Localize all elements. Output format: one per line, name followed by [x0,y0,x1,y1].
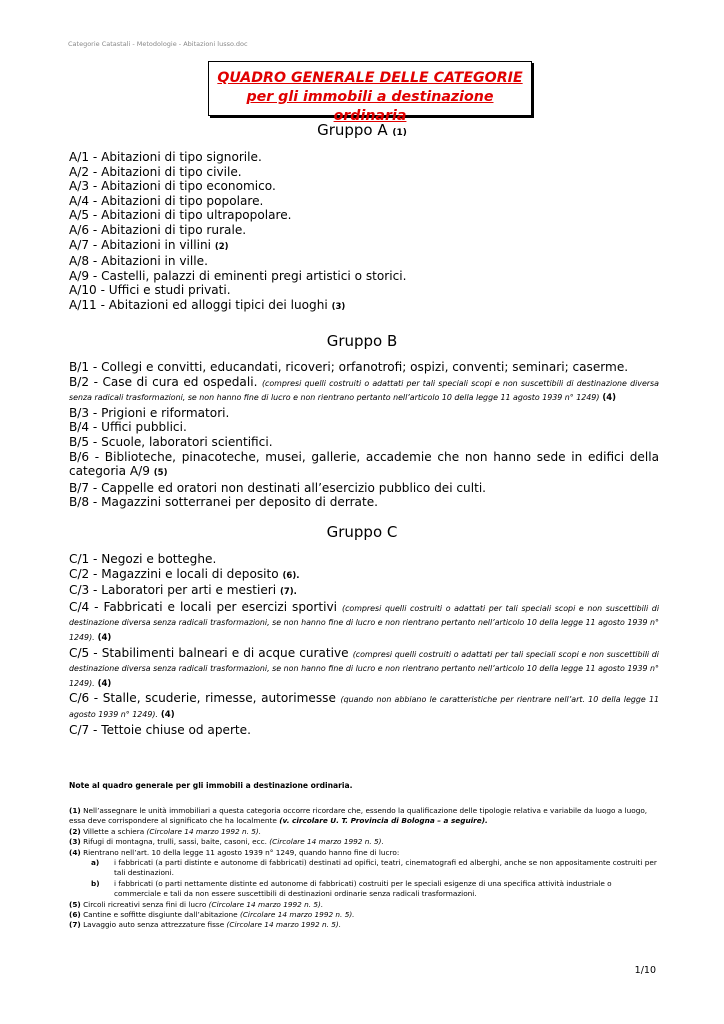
notes-section [69,806,659,931]
item-text: A/2 - Abitazioni di tipo civile. [69,164,242,179]
group-a-ref: (1) [392,128,407,138]
note-number: (2) [69,826,81,836]
item-text: C/1 - Negozi e botteghe. [69,552,217,566]
notes-title: Note al quadro generale per gli immobili a destinazione ordinaria. [69,781,353,790]
list-item [69,646,659,692]
list-item [69,691,659,722]
group-a-list [69,150,659,315]
note-ref: (4) [157,709,175,720]
list-item [69,254,659,269]
title-line-1: QUADRO GENERALE DELLE CATEGORIE [217,70,523,86]
list-item [69,583,659,600]
file-header: Categorie Catastali - Metodologie - Abitazioni lusso.doc [68,40,248,48]
list-item [69,165,659,180]
note-3 [69,837,659,847]
item-text: A/1 - Abitazioni di tipo signorile. [69,150,262,164]
list-item [69,179,659,194]
group-c-list [69,552,659,737]
list-item [69,194,659,209]
note-ref: (3) [331,301,346,312]
note-text: Cantine e soffitte disgiunte dall’abitazione [80,910,240,920]
group-b-title [0,332,724,350]
item-text: B/4 - Uffici pubblici. [69,420,187,435]
item-text: A/4 - Abitazioni di tipo popolare. [69,193,264,208]
note-ref: (5) [153,468,168,479]
note-number: (1) [69,806,81,815]
title-line-2: per gli immobili a destinazione ordinaria [246,89,494,124]
group-c-title [0,523,724,541]
note-text: i fabbricati (a parti distinte e autonome di fabbricati) destinati ad opifici, teatri, cinematografi ed alberghi, anche se non appositamente costruiti per tali destinazioni. [114,858,657,878]
item-note: (compresi quelli costruiti o adattati per tali speciali scopi e non suscettibili di destinazione diversa senza radicali trasformazioni, se non hanno fine di lucro e non rientrano pertanto nell’articolo 10 della legge 11 agosto 1939 n° 1249). [69,603,660,642]
item-text: C/4 - Fabbricati e locali per esercizi sportivi [69,599,342,614]
note-citation: (Circolare 14 marzo 1992 n. 5). [146,826,262,836]
note-1 [69,806,659,827]
note-citation: (Circolare 14 marzo 1992 n. 5). [226,920,342,930]
note-number: (7) [69,920,81,930]
item-text: A/6 - Abitazioni di tipo rurale. [69,222,247,237]
note-citation: (Circolare 14 marzo 1992 n. 5). [269,837,384,847]
list-item [69,435,659,450]
list-item [69,269,659,284]
note-ref: (4) [94,632,112,643]
item-note: (quando non abbiano le caratteristiche per rientrare nell’art. 10 della legge 11 agosto 1939 n° 1249). [69,695,659,719]
list-item [69,283,659,298]
note-ref: (4) [599,393,617,404]
item-text: A/3 - Abitazioni di tipo economico. [69,179,276,194]
list-item [69,450,659,481]
list-item [69,150,659,165]
note-number: (3) [69,837,81,847]
list-item [69,600,659,646]
note-number: (6) [69,910,81,920]
item-text: A/8 - Abitazioni in ville. [69,254,208,269]
item-text: B/7 - Cappelle ed oratori non destinati all’esercizio pubblico dei culti. [69,480,487,495]
list-item [69,375,659,406]
item-text: B/6 - Biblioteche, pinacoteche, musei, gallerie, accademie che non hanno sede in edifici della categoria A/9 [69,449,659,479]
group-a-title [0,121,724,142]
list-item [69,481,659,496]
item-text: B/3 - Prigioni e riformatori. [69,405,230,420]
note-ref: (4) [94,678,112,689]
item-note: (compresi quelli costruiti o adattati per tali speciali scopi e non suscettibili di destinazione diversa senza radicali trasformazioni, se non hanno fine di lucro e non rientrano pertanto nell’articolo 10 della legge 11 agosto 1939 n° 1249) [69,378,659,403]
group-b-list [69,360,659,510]
note-number: (5) [69,899,81,909]
item-text: C/6 - Stalle, scuderie, rimesse, autorimesse [69,691,341,706]
item-note: (compresi quelli costruiti o adattati per tali speciali scopi e non suscettibili di destinazione diversa senza radicali trasformazioni, se non hanno fine di lucro e non rientrano pertanto nell’articolo 10 della legge 11 agosto 1939 n° 1249). [69,649,660,688]
item-text: C/3 - Laboratori per arti e mestieri [69,583,280,598]
list-item [69,208,659,223]
group-b-title-text: Gruppo B [326,332,398,350]
item-text: B/2 - Case di cura ed ospedali. [69,374,262,389]
note-ref: (2) [214,241,229,252]
item-text: B/8 - Magazzini sotterranei per deposito di derrate. [69,495,378,510]
note-7 [69,920,659,930]
note-4b [69,879,659,900]
list-item [69,723,659,738]
item-text: C/7 - Tettoie chiuse od aperte. [69,722,251,737]
item-text: A/9 - Castelli, palazzi di eminenti pregi artistici o storici. [69,268,407,283]
note-ref: (6). [282,570,300,581]
note-text: Rientrano nell’art. 10 della legge 11 agosto 1939 n° 1249, quando hanno fine di lucro: [80,847,400,857]
list-item [69,223,659,238]
item-text: B/5 - Scuole, laboratori scientifici. [69,434,273,449]
note-citation: (v. circolare U. T. Provincia di Bologna – a seguire). [279,816,488,826]
item-text: C/2 - Magazzini e locali di deposito [69,566,283,581]
note-text: Rifugi di montagna, trulli, sassi, baite, casoni, ecc. [80,837,270,847]
page-number: 1/10 [634,965,656,976]
note-5 [69,900,659,910]
note-4a [69,858,659,879]
note-6 [69,910,659,920]
note-2 [69,827,659,837]
list-item [69,238,659,255]
group-c-title-text: Gruppo C [326,523,398,541]
title-box [208,61,532,124]
list-item [69,406,659,421]
note-text: Lavaggio auto senza attrezzature fisse [80,920,227,930]
item-text: A/7 - Abitazioni in villini [69,237,215,252]
item-text: B/1 - Collegi e convitti, educandati, ricoveri; orfanotrofi; ospizi, conventi; seminari; caserme. [69,360,629,374]
list-item [69,495,659,510]
note-text: i fabbricati (o parti nettamente distinte ed autonome di fabbricati) costruiti per le speciali esigenze di una specifica attività industriale o commerciale e tali da non essere suscettibili di destinazioni ordinarie senza radicali trasformazioni. [114,878,612,899]
note-number: (4) [69,847,81,857]
item-text: A/11 - Abitazioni ed alloggi tipici dei luoghi [69,297,332,312]
list-item [69,298,659,315]
note-text: Circoli ricreativi senza fini di lucro [80,899,209,909]
list-item [69,567,659,584]
list-item [69,360,659,375]
item-text: A/5 - Abitazioni di tipo ultrapopolare. [69,208,292,223]
note-text: Villette a schiera [80,826,147,836]
list-item [69,420,659,435]
note-citation: (Circolare 14 marzo 1992 n. 5). [239,910,355,920]
sub-label: b) [91,878,100,888]
item-text: C/5 - Stabilimenti balneari e di acque curative [69,645,353,660]
group-a-title-text: Gruppo A [317,121,388,139]
item-text: A/10 - Uffici e studi privati. [69,283,231,298]
note-ref: (7). [279,587,297,598]
note-text: Nell’assegnare le unità immobiliari a questa categoria occorre ricordare che, essendo la qualificazione delle tipologie relativa e variabile da luogo a luogo, essa deve corrispondere al significato che ha localmente [69,806,648,826]
note-citation: (Circolare 14 marzo 1992 n. 5). [208,899,324,909]
list-item [69,552,659,567]
note-4 [69,848,659,858]
sub-label: a) [91,858,100,868]
